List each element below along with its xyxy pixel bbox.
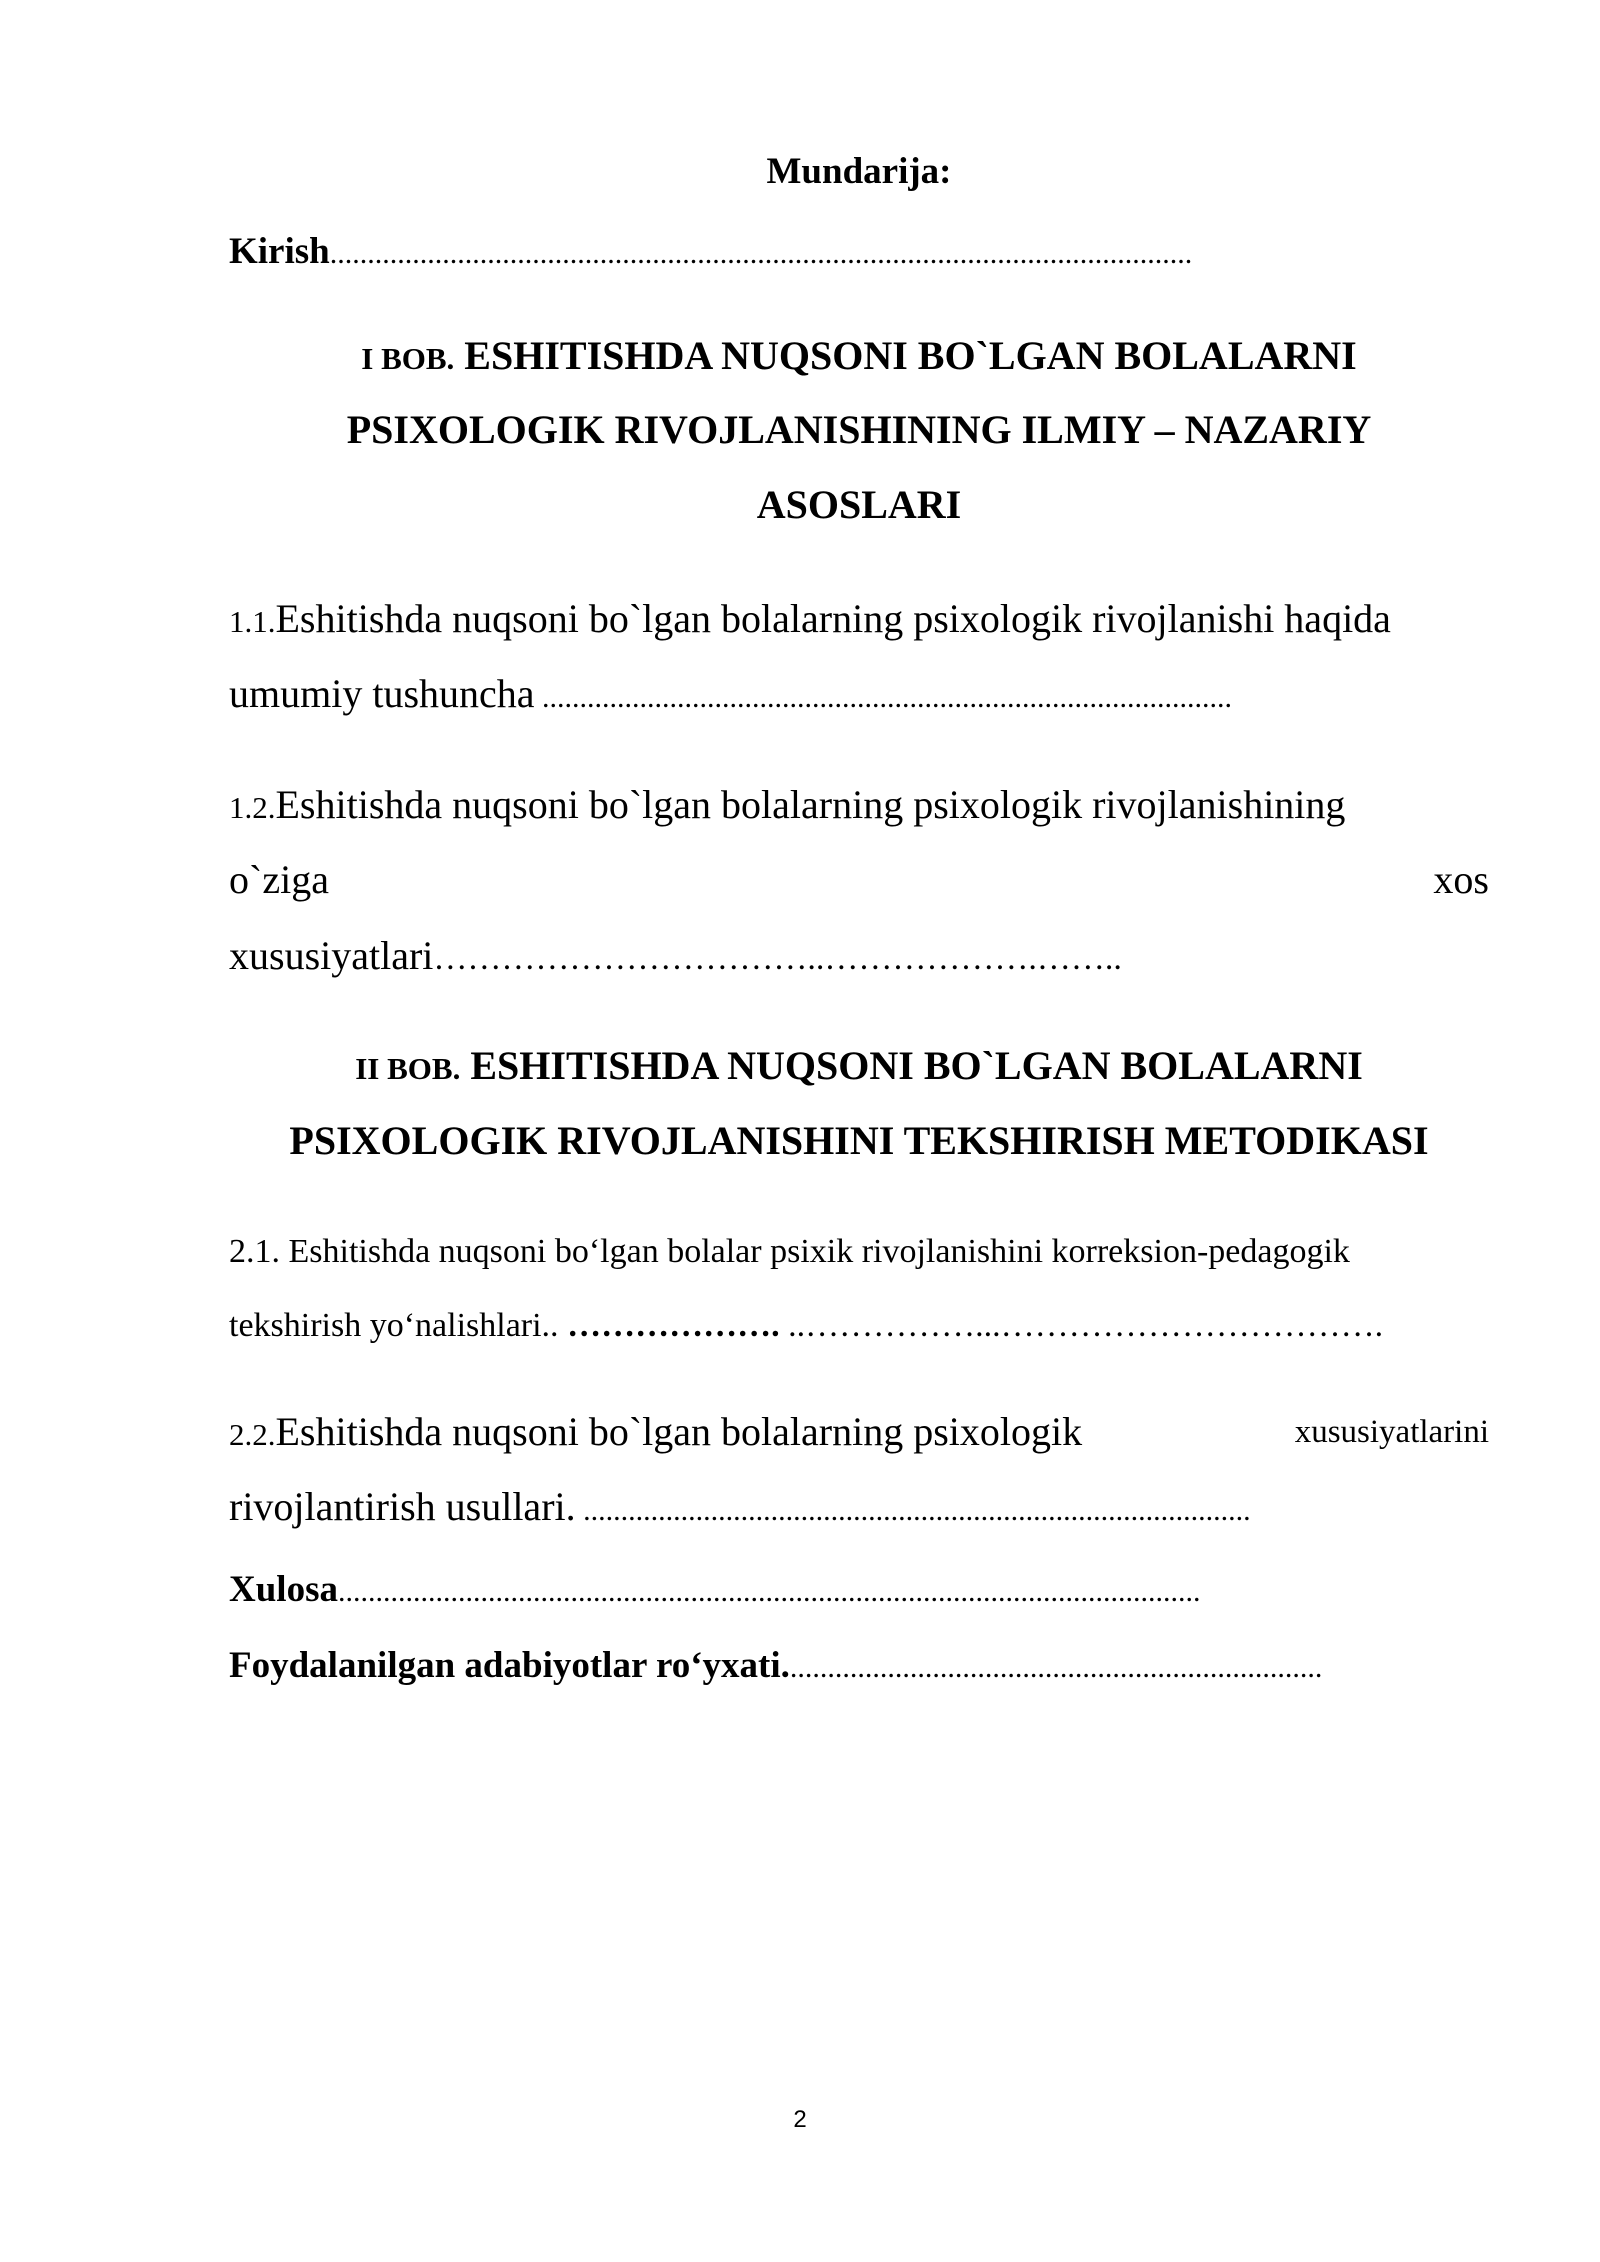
toc-entry-intro [229,230,1489,276]
conclusion-label: Xulosa [229,1569,338,1610]
chapter2-heading-line1: II BOB. ESHITISHDA NUQSONI BO`LGAN BOLALARNI [355,1043,1363,1088]
section-1-2-line3: xususiyatlari……………………………..……………….…….. [229,933,1122,978]
chapter1-heading-line2: PSIXOLOGIK RIVOJLANISHINING ILMIY – NAZARIY [346,407,1372,452]
toc-entry-conclusion [229,1568,1489,1614]
section-1-2-line2: o`ziga xos [229,857,1489,902]
chapter1-heading-line3: ASOSLARI [756,482,962,527]
section-2-2-line1: 2.2.Eshitishda nuqsoni bo`lgan bolalarning psixologik xususiyatlarini [229,1408,1489,1459]
page-number: 2 [793,2106,807,2133]
chapter2-prefix: II BOB. [355,1051,461,1086]
toc-entry-references [229,1644,1489,1690]
intro-leader-dots: ................................................................................................................... [329,237,1193,270]
references-leader-dots: ....................................................................... [789,1651,1323,1684]
section-2-1-leader-dots: ..……………...……………………………. [779,1307,1384,1344]
section-1-1-line2: umumiy tushuncha ............................................................................................ [229,671,1233,716]
section-2-1-line2: tekshirish yo‘nalishlari.. ………………. ..……………...……………………………. [229,1307,1384,1344]
section-1-2-line1: 1.2.Eshitishda nuqsoni bo`lgan bolalarning psixologik rivojlanishining [229,782,1346,827]
section-1-1-line1: 1.1.Eshitishda nuqsoni bo`lgan bolalarning psixologik rivojlanishi haqida [229,596,1391,641]
section-2-2-number: 2.2. [229,1417,276,1452]
chapter2-heading-line2: PSIXOLOGIK RIVOJLANISHINI TEKSHIRISH METODIKASI [289,1118,1429,1163]
toc-title: Mundarija: [766,151,952,192]
intro-label: Kirish [229,231,330,272]
chapter1-prefix: I BOB. [361,341,455,376]
section-1-2-number: 1.2. [229,790,276,825]
chapter1-heading-line1: I BOB. ESHITISHDA NUQSONI BO`LGAN BOLALARNI [361,333,1357,378]
section-1-1-number: 1.1. [229,604,276,639]
conclusion-leader-dots: ................................................................................................................... [337,1575,1201,1608]
section-2-1-line1: 2.1. Eshitishda nuqsoni bo‘lgan bolalar psixik rivojlanishini korreksion-pedagogik [229,1233,1350,1270]
references-label: Foydalanilgan adabiyotlar ro‘yxati. [229,1645,790,1686]
section-2-1-leader-dots-bold: ………………. [558,1307,780,1344]
section-1-1-leader-dots: ............................................................................................ [534,681,1233,714]
section-1-2-leader-dots: ……………………………..……………….…….. [433,940,1122,977]
section-2-2-line2: rivojlantirish usullari. ......................................................................................... [229,1484,1251,1529]
section-2-2-leader-dots: ......................................................................................... [575,1494,1251,1527]
